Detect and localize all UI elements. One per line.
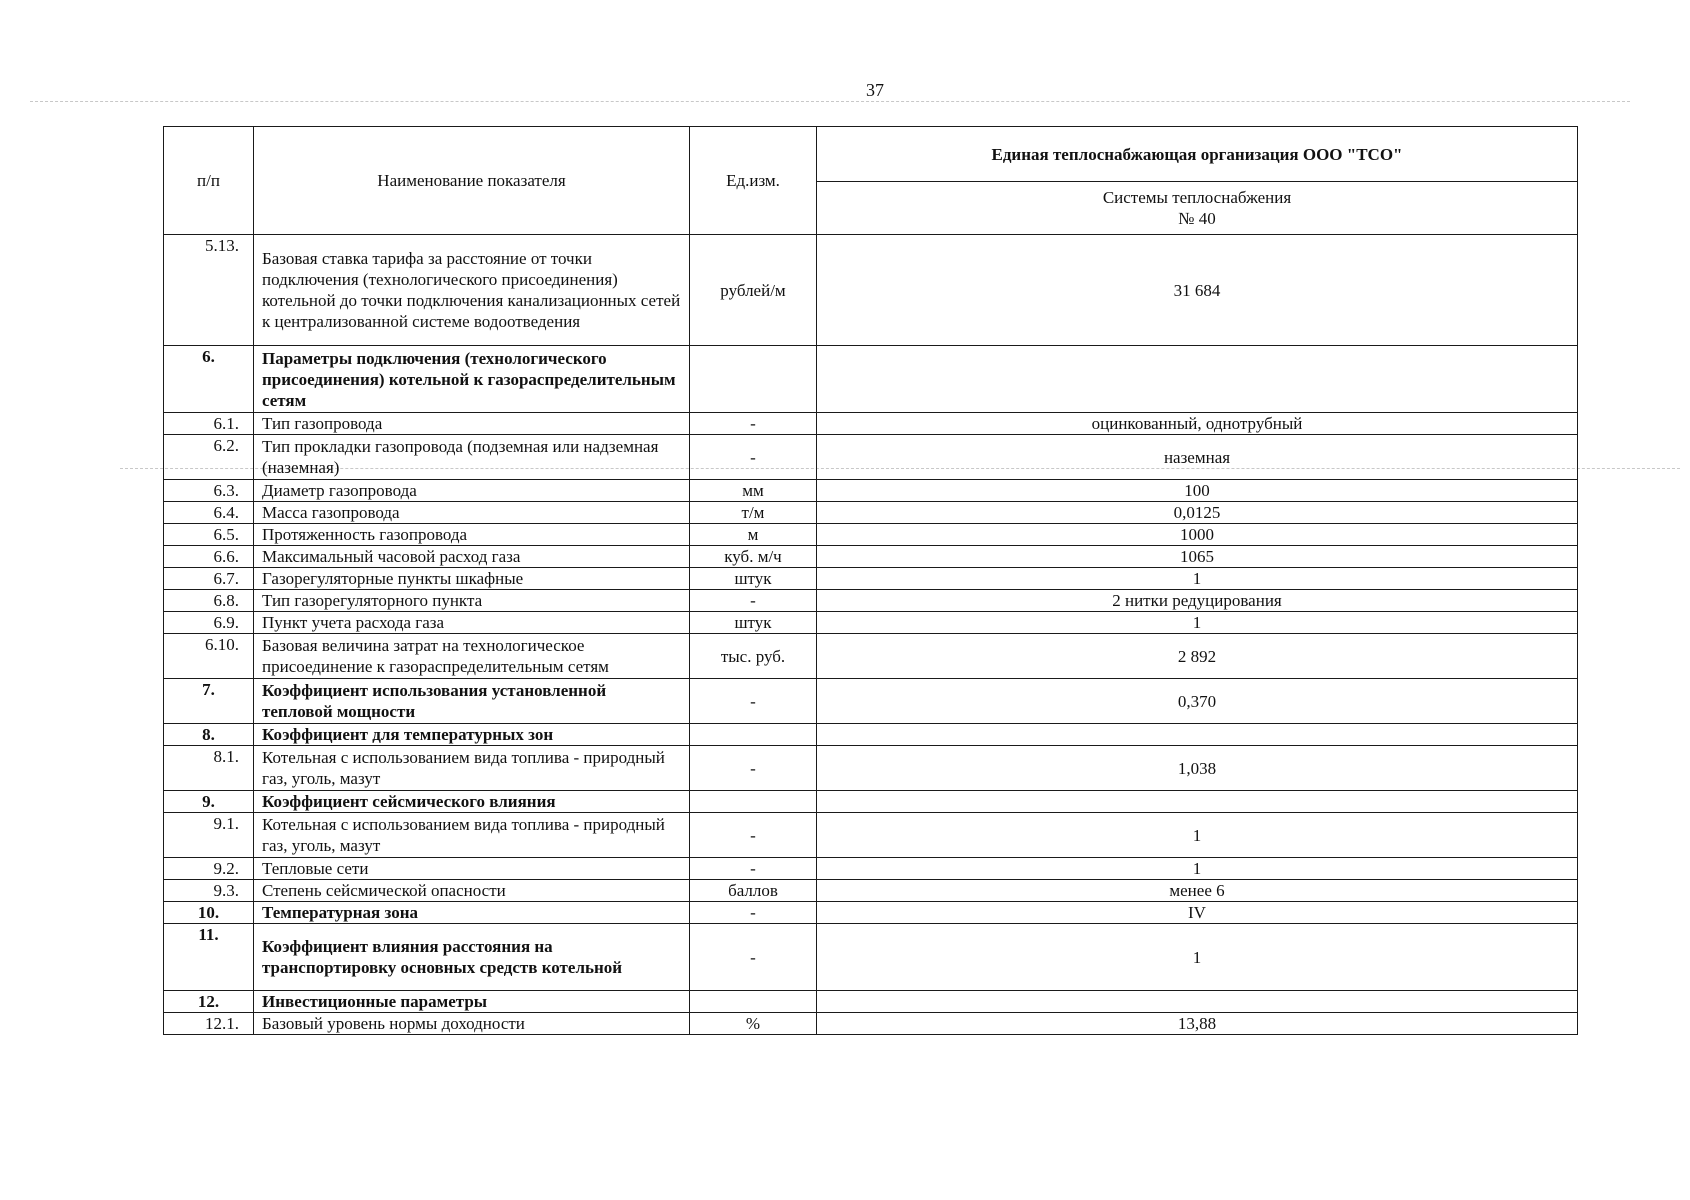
header-num: п/п [164,127,254,235]
row-value: оцинкованный, однотрубный [817,413,1578,435]
table-row [164,724,1578,746]
table-header [164,127,1578,235]
row-name: Коэффициент для температурных зон [254,724,690,746]
row-value [817,791,1578,813]
row-name: Котельная с использованием вида топлива - природный газ, уголь, мазут [254,813,690,858]
row-unit: - [690,413,817,435]
table-row [164,813,1578,858]
row-unit: т/м [690,502,817,524]
row-name: Газорегуляторные пункты шкафные [254,568,690,590]
row-unit: - [690,813,817,858]
row-number: 6.3. [164,480,254,502]
row-name: Диаметр газопровода [254,480,690,502]
table-row [164,1013,1578,1035]
row-value: 1 [817,612,1578,634]
table-row [164,634,1578,679]
parameters-table [163,126,1578,1035]
row-name: Котельная с использованием вида топлива - природный газ, уголь, мазут [254,746,690,791]
table-row [164,502,1578,524]
table-row [164,612,1578,634]
table-row [164,235,1578,346]
row-unit: - [690,679,817,724]
row-value: 2 нитки редуцирования [817,590,1578,612]
row-value: 0,370 [817,679,1578,724]
row-unit: - [690,902,817,924]
row-unit: - [690,746,817,791]
row-number: 6.5. [164,524,254,546]
table-row [164,858,1578,880]
table-row [164,791,1578,813]
row-number: 12. [164,991,254,1013]
row-unit: тыс. руб. [690,634,817,679]
row-name: Тип прокладки газопровода (подземная или надземная (наземная) [254,435,690,480]
row-unit: штук [690,568,817,590]
row-value: 1 [817,924,1578,991]
row-unit [690,346,817,413]
row-number: 7. [164,679,254,724]
row-value: 1,038 [817,746,1578,791]
table-row [164,435,1578,480]
table-row [164,590,1578,612]
header-name: Наименование показателя [254,127,690,235]
row-unit: куб. м/ч [690,546,817,568]
header-organization: Единая теплоснабжающая организация ООО "ТСО" [817,127,1578,182]
row-value: 1065 [817,546,1578,568]
row-name: Тип газопровода [254,413,690,435]
table-row [164,568,1578,590]
row-number: 6.8. [164,590,254,612]
row-number: 6.2. [164,435,254,480]
row-unit: баллов [690,880,817,902]
row-number: 6.6. [164,546,254,568]
header-systems-number: № 40 [1178,209,1216,228]
row-name: Инвестиционные параметры [254,991,690,1013]
row-value [817,991,1578,1013]
row-unit: штук [690,612,817,634]
table-row [164,902,1578,924]
row-name: Коэффициент использования установленной тепловой мощности [254,679,690,724]
row-value: 2 892 [817,634,1578,679]
header-systems [817,182,1578,235]
row-value: 1000 [817,524,1578,546]
row-unit [690,991,817,1013]
table-row [164,480,1578,502]
row-number: 6.7. [164,568,254,590]
row-number: 9. [164,791,254,813]
row-name: Коэффициент сейсмического влияния [254,791,690,813]
row-value: 100 [817,480,1578,502]
header-systems-title: Системы теплоснабжения [1102,188,1292,207]
row-value: менее 6 [817,880,1578,902]
row-unit [690,791,817,813]
scan-artifact-line [30,101,1630,102]
row-name: Температурная зона [254,902,690,924]
row-unit: - [690,590,817,612]
row-name: Базовый уровень нормы доходности [254,1013,690,1035]
table-row [164,746,1578,791]
row-number: 9.3. [164,880,254,902]
row-unit: - [690,924,817,991]
table-row [164,679,1578,724]
row-unit: - [690,435,817,480]
table-body [164,235,1578,1035]
row-name: Базовая ставка тарифа за расстояние от точки подключения (технологического присоединения) котельной до точки подключения канализационных сетей к централизованной системе водоотведения [254,235,690,346]
row-unit: рублей/м [690,235,817,346]
page-number: 37 [866,80,884,100]
row-number: 11. [164,924,254,991]
row-name: Коэффициент влияния расстояния на транспортировку основных средств котельной [254,924,690,991]
row-name: Параметры подключения (технологического присоединения) котельной к газораспределительным сетям [254,346,690,413]
row-number: 6. [164,346,254,413]
table-row [164,524,1578,546]
row-name: Масса газопровода [254,502,690,524]
row-number: 6.9. [164,612,254,634]
table-row [164,546,1578,568]
row-name: Пункт учета расхода газа [254,612,690,634]
row-number: 6.1. [164,413,254,435]
row-value: наземная [817,435,1578,480]
row-unit [690,724,817,746]
table-row [164,413,1578,435]
row-value: 31 684 [817,235,1578,346]
row-value: 1 [817,813,1578,858]
row-number: 9.2. [164,858,254,880]
table-row [164,880,1578,902]
row-value [817,724,1578,746]
row-value: 0,0125 [817,502,1578,524]
row-number: 8.1. [164,746,254,791]
row-value: 1 [817,568,1578,590]
row-name: Базовая величина затрат на технологическое присоединение к газораспределительным сетям [254,634,690,679]
table-row [164,991,1578,1013]
row-number: 8. [164,724,254,746]
row-number: 10. [164,902,254,924]
row-value: 13,88 [817,1013,1578,1035]
header-unit: Ед.изм. [690,127,817,235]
row-unit: м [690,524,817,546]
row-number: 5.13. [164,235,254,346]
row-value [817,346,1578,413]
row-name: Максимальный часовой расход газа [254,546,690,568]
row-name: Степень сейсмической опасности [254,880,690,902]
table-row [164,924,1578,991]
row-name: Протяженность газопровода [254,524,690,546]
row-number: 9.1. [164,813,254,858]
row-number: 6.4. [164,502,254,524]
table-row [164,346,1578,413]
row-value: 1 [817,858,1578,880]
row-unit: % [690,1013,817,1035]
row-number: 12.1. [164,1013,254,1035]
row-name: Тепловые сети [254,858,690,880]
row-number: 6.10. [164,634,254,679]
row-name: Тип газорегуляторного пункта [254,590,690,612]
row-unit: мм [690,480,817,502]
row-value: IV [817,902,1578,924]
row-unit: - [690,858,817,880]
